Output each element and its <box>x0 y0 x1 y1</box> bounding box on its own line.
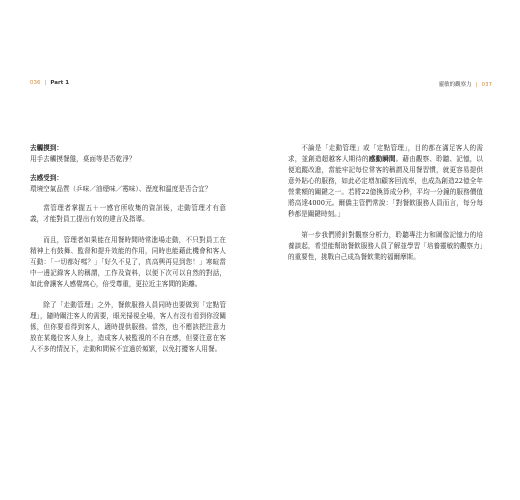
left-paragraph-3: 除了「走動管理」之外，餐飲服務人員同時也要做到「定點管理」，隨時關注客人的需要，眼光掃視全場，客人有沒有看到你沒關係，但你要看得到客人，適時提供服務。當然，也不應該把注意力放在某幾位客人身上，造成客人被監視的不自在感，但要注意在客人不多的情況下，走動和間候不宜過於頻繁，以免打擾客人用餐。 <box>30 301 226 353</box>
right-paragraph-2: 第一步我們將針對觀察分析力，聆聽專注力和圖像記憶力的培養談起，希望能幫助餐飲服務人員了解並學習「培養靈敏的觀察力」的重要性，挑戰自己成為餐飲業的福爾摩斯。 <box>288 231 483 261</box>
feel-title: 去感受到： <box>30 174 63 182</box>
left-running-head <box>30 80 69 86</box>
right-text-block <box>288 143 483 273</box>
touch-title: 去觸摸到： <box>30 144 63 152</box>
right-paragraph-1-start: 不論是「走動管理」或「定點管理」，目的都在滿足客人的需求，並創造超越客人期待的 <box>288 144 483 163</box>
right-page-number: 037 <box>481 82 492 88</box>
right-running-head <box>439 80 492 88</box>
highlight-moment: 感動瞬間 <box>368 155 396 163</box>
part-label: Part 1 <box>50 80 70 86</box>
chapter-label: 靈敏的觀察力 <box>438 82 472 88</box>
touch-text: 用手去觸摸餐盤，桌面等是否乾淨？ <box>30 155 136 163</box>
left-paragraph-2: 而且，管理者如果能在用餐時間時常進場走動，不只對員工在精神上有鼓舞、監督和提升效能的作用，同時也能藉此機會和客人互動：「一切都好嗎？」「好久不見了，真高興再見到您！」寒暄當中一邊記錄客人的稱謂，工作及資料，以便下次可以自然的對話，如此會讓客人感覺窩心，倍受尊重，更拉近主客間的距離。 <box>30 236 226 288</box>
right-paragraph-1-end: 。藉由觀察、聆聽、記憶，以便追蹤改進，當能牢記每位常客的稱謂及用餐習慣，就更容易提供意外貼心的服務，如此必定增加顧客回流率，也成為創造22億全年營業額的關鍵之一。若將22億換算成分秒，平均一分鐘的服務價值將高達4000元。爾僑主管們常說：「對餐飲服務人員而言，每分每秒都是關鍵時刻。」 <box>288 155 484 218</box>
left-paragraph-1: 當管理者掌握五＋一感官所收集的資訊後，走動管理才有意義，才能對員工提出有效的建言及指導。 <box>30 204 226 223</box>
left-text-block <box>30 143 226 365</box>
right-page <box>260 0 520 500</box>
left-head-separator: | <box>44 80 47 86</box>
right-head-separator: | <box>475 82 478 88</box>
feel-text: 環境空氣品質（乒味／油煙味／霉味）、溼度和溫度是否合宜？ <box>30 185 212 193</box>
left-page-number: 036 <box>30 80 41 86</box>
right-paragraph-1 <box>288 143 483 220</box>
